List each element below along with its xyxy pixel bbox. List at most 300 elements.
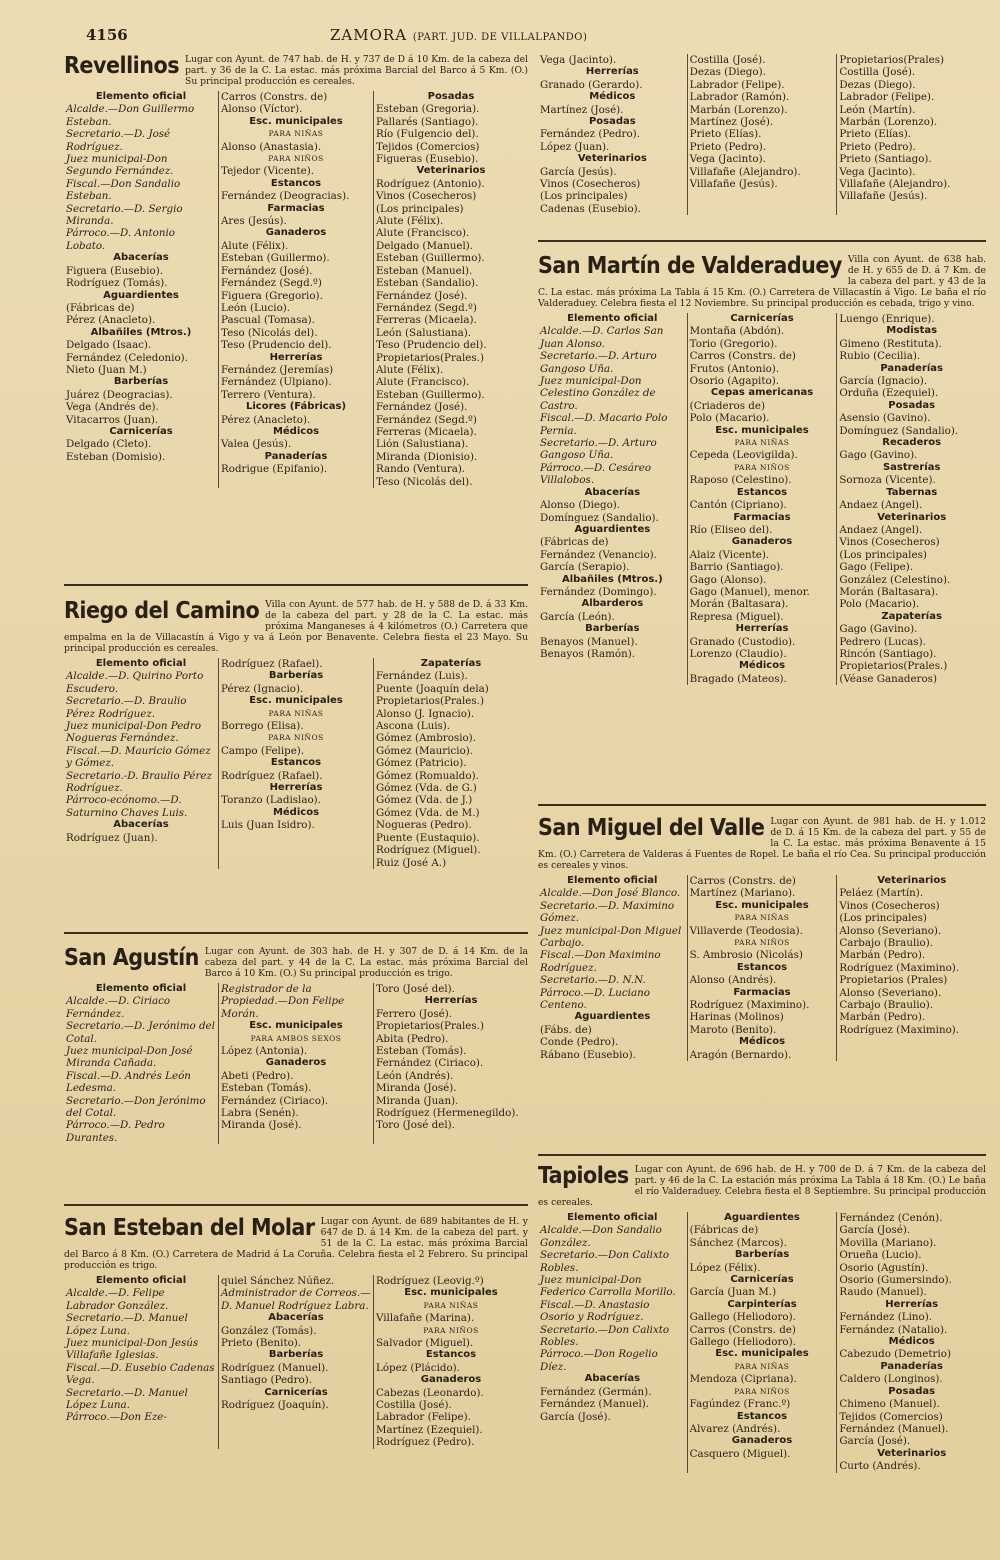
- entry-header: [538, 1164, 986, 1208]
- listing-entry: Martínez (Ezequiel).: [376, 1423, 483, 1436]
- official-entry: Secretario.—D. Sergio Miranda.: [66, 202, 183, 228]
- listing-entry: Fernández (Manuel).: [839, 1422, 949, 1435]
- entry-header: [64, 599, 528, 654]
- listing-entry: Gago (Alonso).: [689, 573, 767, 586]
- listing-entry: Gago (Manuel), menor.: [689, 585, 810, 598]
- listing-entry: Rubio (Cecilia).: [839, 350, 921, 363]
- listing-column: [687, 875, 837, 1061]
- listing-entry: Fagúndez (Franc.º): [689, 1398, 791, 1411]
- sub-heading: PARA NIÑOS: [268, 733, 324, 743]
- official-entry: Secretario.—D. N.N.: [540, 974, 646, 987]
- entry-san-miguel-del-valle: [538, 816, 986, 1151]
- official-entry: Juez municipal-Don Segundo Fernández.: [66, 153, 174, 178]
- place-description: Lugar con Ayunt. de 303 hab. de H. y 307 de D. á 14 Km. de la cabeza del part. y 44 de la C. La estac. más próxima Barcial del Barco á 10 Km. (O.) Su principal producción es trigo.: [204, 946, 528, 979]
- listing-entry: Prieto (Pedro).: [689, 140, 767, 153]
- listing-entry: Carbajo (Braulio).: [839, 937, 934, 950]
- place-name: San Agustín: [64, 946, 199, 971]
- listing-entry: S. Ambrosio (Nicolás): [689, 949, 803, 962]
- section-heading: Elemento oficial: [567, 313, 658, 324]
- listing-entry: Salvador (Miguel).: [376, 1337, 474, 1350]
- listing-entry: Esteban (Guillermo).: [221, 252, 330, 265]
- section-heading: Herrerías: [585, 66, 639, 78]
- listing-entry: Pérez (Anacleto).: [66, 314, 156, 327]
- official-entry: Alcalde.—D. Ciriaco Fernández.: [66, 995, 171, 1020]
- divider: [64, 1204, 528, 1206]
- listing-column: [64, 1275, 218, 1449]
- listing-entry: Vinos (Cosecheros): [839, 899, 940, 912]
- section-heading: Posadas: [588, 116, 636, 128]
- listing-entry: López (Plácido).: [376, 1361, 460, 1374]
- listing-entry: Harinas (Molinos): [689, 1011, 784, 1024]
- listing-entry: Vega (Andrés de).: [66, 401, 159, 414]
- place-name: San Miguel del Valle: [538, 816, 765, 841]
- place-description: Villa con Ayunt. de 638 hab. de H. y 655 de D. á 7 Km. de la cabeza del part. y 43 de la C. La estac. más próxima La Tabla á 15 Km. (O.) Carretera de Villacastín á Vigo. Le baña el río Valderaduey. Celebra fiesta el 12 Noviembre. Su principal producción es cebada, trigo y vino.: [538, 254, 986, 309]
- listing-entry: Dezas (Diego).: [689, 66, 766, 79]
- place-name: Tapioles: [538, 1164, 629, 1189]
- listing-entry: Alonso (Severiano).: [839, 986, 942, 999]
- divider: [538, 1154, 986, 1156]
- listing-entry: Casquero (Miguel).: [689, 1447, 791, 1460]
- listing-entry: Río (Eliseo del).: [689, 523, 773, 536]
- listing-entry: Domínguez (Sandalio).: [540, 511, 659, 524]
- official-entry: Fiscal.—D. Macario Polo Pernia.: [540, 412, 668, 437]
- listing-entry: Propietarios(Prales.): [376, 1020, 484, 1033]
- entry-columns: [64, 1275, 528, 1449]
- listing-entry: Ascona (Luis).: [376, 720, 451, 733]
- listing-entry: Rodríguez (Leovig.º): [376, 1275, 484, 1287]
- listing-entry: Rodríguez (Juan).: [66, 831, 158, 844]
- section-heading: Barberías: [268, 1349, 324, 1361]
- listing-entry: García (José).: [839, 1435, 911, 1448]
- listing-entry: Puente (Eustaquio).: [376, 831, 480, 844]
- listing-entry: Fernández (Deogracias).: [221, 190, 350, 203]
- section-heading: Abacerías: [584, 486, 641, 498]
- sub-heading: PARA NIÑOS: [423, 1325, 479, 1335]
- listing-entry: Martínez (Mariano).: [689, 887, 796, 900]
- listing-entry: Prieto (Benito).: [221, 1337, 302, 1350]
- official-entry: Secretario.—D. Arturo Gangoso Uña.: [540, 437, 657, 462]
- listing-entry: Rodríguez (Miguel).: [376, 844, 481, 857]
- listing-entry: Tejedor (Vicente).: [221, 165, 315, 178]
- listing-entry: Vinos (Cosecheros): [540, 178, 641, 191]
- listing-entry: Sánchez (Marcos).: [689, 1236, 787, 1249]
- listing-entry: Miranda (José).: [221, 1119, 302, 1132]
- listing-entry: Rincón (Santiago).: [839, 647, 937, 660]
- section-heading: Modistas: [886, 325, 938, 337]
- listing-entry: Nogueras (Pedro).: [376, 819, 472, 832]
- section-heading: Albarderos: [581, 598, 644, 610]
- listing-entry: López (Antonia).: [221, 1045, 308, 1058]
- section-heading: Ganaderos: [265, 227, 327, 239]
- listing-entry: Delgado (Isaac).: [66, 339, 152, 352]
- section-heading: Posadas: [888, 399, 936, 411]
- entry-header: [64, 1216, 528, 1271]
- listing-entry: Domínguez (Sandalio).: [839, 424, 959, 437]
- sub-heading: PARA NIÑAS: [734, 913, 790, 923]
- listing-entry: Fernández (Pedro).: [540, 128, 640, 141]
- listing-entry: Esteban (Gregoria).: [376, 103, 480, 116]
- listing-entry: Ares (Jesús).: [221, 215, 287, 228]
- place-description: Lugar con Ayunt. de 696 hab. de H. y 700 de D. á 7 Km. de la cabeza del part. y 46 de la C. La estación más próxima La Tabla á 18 Km. (O.) Le baña el río Valderaduey. Celebra fiesta el 8 Septiembre. Su principal producción es cereales.: [538, 1164, 986, 1208]
- listing-entry: Miranda (José).: [376, 1082, 457, 1095]
- section-heading: Médicos: [589, 91, 636, 103]
- official-entry: Secretario.—D. José Rodríguez.: [66, 128, 171, 153]
- listing-entry: Chimeno (Manuel).: [839, 1398, 940, 1411]
- listing-entry: Fernández (Germán).: [540, 1385, 652, 1398]
- entry-tapioles: [538, 1164, 986, 1554]
- listing-column: [373, 983, 528, 1144]
- listing-entry: Vinos (Cosecheros): [376, 190, 477, 203]
- listing-entry: Fernández (Domingo).: [540, 585, 657, 598]
- listing-entry: (Véase Ganaderos): [839, 672, 937, 685]
- listing-entry: Rodríguez (Tomás).: [66, 277, 168, 290]
- section-heading: Veterinarios: [877, 1447, 947, 1459]
- official-entry: Fiscal.—D. Anastasio Osorio y Rodríguez.: [540, 1298, 650, 1324]
- section-heading: Veterinarios: [416, 165, 486, 177]
- listing-entry: Propietarios(Prales.): [376, 351, 484, 364]
- section-heading: Farmacias: [267, 202, 325, 214]
- official-entry: Párroco.—D. Antonio Lobato.: [66, 227, 175, 252]
- sub-heading: PARA NIÑAS: [268, 708, 324, 718]
- listing-entry: Cabezudo (Demetrio): [839, 1348, 951, 1361]
- listing-column: [836, 313, 986, 685]
- listing-entry: Esteban (Guillermo).: [376, 252, 485, 265]
- district-subtitle: (PART. JUD. DE VILLALPANDO): [412, 32, 588, 43]
- section-heading: Médicos: [272, 806, 320, 818]
- official-entry: Juez municipal-Don Pedro Nogueras Fernández.: [66, 720, 202, 745]
- listing-entry: Miranda (Dionisio).: [376, 450, 478, 463]
- listing-entry: Marbán (Pedro).: [839, 1011, 926, 1024]
- listing-entry: Cadenas (Eusebio).: [540, 202, 641, 215]
- listing-entry: Vega (Jacinto).: [540, 54, 617, 66]
- listing-entry: Rodrigue (Epifanio).: [221, 463, 328, 476]
- listing-entry: Costilla (José).: [689, 54, 766, 66]
- section-heading: Ganaderos: [420, 1374, 482, 1386]
- official-entry: Juez municipal-Don Federico Carrolla Morillo.: [540, 1274, 676, 1299]
- official-entry: Alcalde.—Don Guillermo Esteban.: [66, 103, 195, 128]
- listing-entry: Morán (Baltasara).: [689, 598, 789, 611]
- listing-entry: García (José).: [839, 1224, 911, 1237]
- listing-entry: García (Juan M.): [689, 1286, 777, 1299]
- section-heading: Esc. municipales: [249, 115, 343, 127]
- entry-revellinos: [64, 54, 528, 579]
- section-heading: Barberías: [585, 623, 640, 635]
- listing-entry: García (León).: [540, 610, 615, 623]
- official-entry: Juez municipal-Don Celestino González de Castro.: [540, 375, 656, 412]
- listing-entry: Terrero (Ventura).: [221, 388, 316, 401]
- listing-entry: Rodríguez (Rafael).: [221, 769, 323, 782]
- listing-entry: Teso (Prudencio del).: [221, 339, 332, 352]
- listing-entry: Carros (Constrs. de): [689, 875, 796, 887]
- listing-entry: Raudo (Manuel).: [839, 1286, 927, 1299]
- section-heading: Esc. municipales: [715, 899, 809, 911]
- listing-entry: Caldero (Longinos).: [839, 1373, 943, 1386]
- section-heading: Médicos: [738, 1036, 786, 1048]
- entry-header: [538, 816, 986, 871]
- listing-entry: Andaez (Angel).: [839, 499, 923, 512]
- listing-entry: Morán (Baltasara).: [839, 585, 939, 598]
- listing-entry: Gómez (Vda. de J.): [376, 794, 473, 807]
- listing-entry: Tejidos (Comercios): [839, 1410, 943, 1423]
- listing-entry: Alaiz (Vicente).: [689, 548, 770, 561]
- listing-entry: Marbán (Pedro).: [839, 949, 926, 962]
- entry-continuation: [538, 54, 986, 234]
- listing-entry: Alute (Francisco).: [376, 227, 470, 240]
- listing-entry: Borrego (Elisa).: [221, 720, 304, 733]
- listing-entry: Granado (Gerardo).: [540, 78, 643, 91]
- section-heading: Albañiles (Mtros.): [90, 326, 192, 338]
- official-entry: Párroco.—D. Cesáreo Villalobos.: [540, 461, 652, 487]
- listing-entry: García (José).: [540, 1410, 611, 1423]
- section-heading: Abacerías: [113, 252, 169, 264]
- official-entry: Fiscal.—D. Andrés León Ledesma.: [66, 1069, 191, 1095]
- section-heading: Herrerías: [269, 782, 323, 794]
- listing-entry: Benayos (Manuel).: [540, 635, 638, 648]
- listing-entry: Pallarés (Santiago).: [376, 115, 479, 128]
- listing-entry: Rando (Ventura).: [376, 463, 466, 476]
- listing-entry: Fernández (Ulpiano).: [221, 376, 332, 389]
- listing-entry: Esteban (Domisio).: [66, 450, 166, 463]
- listing-entry: (Los principales): [540, 190, 628, 203]
- listing-entry: Fernández (Ciriaco).: [376, 1057, 484, 1070]
- listing-entry: Abeti (Pedro).: [221, 1069, 294, 1082]
- listing-entry: Bragado (Mateos).: [689, 672, 787, 685]
- listing-entry: Osorio (Agapito).: [689, 375, 779, 388]
- official-entry: Fiscal.—D. Eusebio Cadenas Vega.: [66, 1361, 215, 1387]
- section-heading: Estancos: [270, 177, 322, 189]
- place-description: Villa con Ayunt. de 577 hab. de H. y 588 de D. á 33 Km. de la cabeza del part. y 28 de la C. La estac. más próxima Manganeses á 4 kilómetros (O.) Carretera que empalma en la de Villacastín á Vigo y va á León por Benavente. Celebra fiesta el 23 Mayo. Su principal producción es cereales.: [64, 599, 528, 654]
- right-column: [538, 54, 986, 1554]
- listing-entry: Delgado (Manuel).: [376, 239, 474, 252]
- official-entry: Registrador de la Propiedad.—Don Felipe Morán.: [221, 983, 345, 1020]
- official-entry: Secretario.—Don Calixto Robles.: [540, 1249, 670, 1274]
- listing-column: [836, 54, 986, 215]
- listing-entry: López (Félix).: [689, 1261, 761, 1274]
- listing-entry: Figuera (Eusebio).: [66, 264, 164, 277]
- listing-entry: Rodríguez (Maximino).: [689, 999, 810, 1012]
- listing-entry: Juárez (Deogracias).: [66, 388, 173, 401]
- listing-entry: Orduña (Ezequiel).: [839, 387, 939, 400]
- listing-entry: Toranzo (Ladislao).: [221, 794, 321, 807]
- section-heading: Farmacias: [733, 511, 791, 523]
- listing-entry: Esteban (Sandalio).: [376, 277, 479, 290]
- entry-columns: [64, 658, 528, 869]
- listing-entry: González (Celestino).: [839, 573, 951, 586]
- listing-column: [836, 875, 986, 1061]
- listing-entry: Miranda (Juan).: [376, 1094, 459, 1107]
- listing-entry: Sornoza (Vicente).: [839, 474, 936, 487]
- listing-entry: Fernández (Lino).: [839, 1311, 932, 1324]
- listing-entry: Gallego (Heliodoro).: [689, 1336, 796, 1349]
- section-heading: Elemento oficial: [95, 91, 187, 102]
- sub-heading: PARA NIÑAS: [268, 129, 324, 139]
- listing-entry: Fernández (Segd.º): [376, 301, 477, 314]
- listing-entry: (Fábricas de): [66, 301, 135, 314]
- listing-entry: Alute (Francisco).: [376, 376, 470, 389]
- section-heading: Veterinarios: [877, 875, 947, 886]
- listing-entry: Vega (Jacinto).: [839, 165, 916, 178]
- listing-entry: Esteban (Tomás).: [376, 1045, 467, 1058]
- listing-entry: (Fábs. de): [540, 1023, 592, 1036]
- listing-column: [687, 313, 837, 685]
- listing-entry: Propietarios (Prales): [839, 974, 948, 987]
- listing-column: [218, 91, 373, 488]
- section-heading: Abacerías: [268, 1312, 324, 1324]
- official-entry: Secretario.—D. Jerónimo del Cotal.: [66, 1020, 215, 1045]
- listing-entry: Vinos (Cosecheros): [839, 536, 940, 549]
- section-heading: Licores (Fábricas): [245, 401, 347, 413]
- listing-entry: Labrador (Felipe).: [839, 91, 935, 104]
- section-heading: Veterinarios: [577, 153, 647, 165]
- listing-entry: Toro (José del).: [376, 983, 455, 995]
- listing-entry: Gago (Gavino).: [839, 449, 918, 462]
- listing-entry: Osorio (Agustín).: [839, 1261, 929, 1274]
- official-entry: Fiscal.—D. Mauricio Gómez y Gómez.: [66, 744, 211, 770]
- listing-entry: Rodríguez (Rafael).: [221, 658, 323, 670]
- listing-column: [836, 1212, 986, 1473]
- listing-entry: Teso (Prudencio del).: [376, 339, 487, 352]
- listing-entry: Villafañe (Marina).: [376, 1312, 475, 1325]
- listing-entry: Cabezas (Leonardo).: [376, 1386, 484, 1399]
- listing-entry: García (Ignacio).: [839, 375, 928, 388]
- listing-entry: (Los principales): [839, 548, 927, 561]
- listing-entry: Raposo (Celestino).: [689, 474, 792, 487]
- listing-entry: Alonso (J. Ignacio).: [376, 707, 475, 720]
- sub-heading: PARA NIÑOS: [734, 1386, 790, 1396]
- listing-entry: Figueras (Eusebio).: [376, 153, 479, 166]
- listing-entry: Curto (Andrés).: [839, 1460, 921, 1473]
- listing-entry: Gallego (Heliodoro).: [689, 1311, 796, 1324]
- section-heading: Carpinterías: [727, 1298, 797, 1310]
- section-heading: Veterinarios: [877, 511, 947, 523]
- listing-entry: Villafañe (Alejandro).: [689, 165, 801, 178]
- section-heading: Herrerías: [735, 623, 789, 635]
- listing-entry: Alonso (Severiano).: [839, 924, 942, 937]
- sub-heading: PARA NIÑAS: [734, 1361, 790, 1371]
- section-heading: Aguardientes: [103, 289, 179, 301]
- listing-entry: Martínez (José).: [689, 116, 774, 129]
- page-number: 4156: [86, 26, 128, 44]
- listing-entry: Puente (Joaquín dela): [376, 682, 489, 695]
- official-entry: Secretario.—D. Manuel López Luna.: [66, 1312, 188, 1337]
- listing-entry: López (Juan).: [540, 140, 610, 153]
- divider: [64, 584, 528, 586]
- listing-entry: Marbán (Lorenzo).: [689, 103, 788, 116]
- page-header: [0, 22, 1000, 52]
- listing-entry: Propietarios(Prales): [839, 54, 945, 66]
- listing-entry: Torio (Gregorio).: [689, 337, 778, 350]
- listing-entry: Alonso (Diego).: [540, 499, 621, 512]
- place-name: San Esteban del Molar: [64, 1216, 315, 1241]
- section-heading: Barberías: [113, 376, 169, 388]
- listing-entry: Santiago (Pedro).: [221, 1374, 313, 1387]
- section-heading: Elemento oficial: [95, 1275, 187, 1286]
- official-entry: Secretario.—D. Maximino Gómez.: [540, 899, 675, 925]
- listing-entry: Villaverde (Teodosia).: [689, 924, 803, 937]
- listing-entry: Alvarez (Andrés).: [689, 1422, 781, 1435]
- listing-entry: Aragón (Bernardo).: [689, 1048, 792, 1061]
- section-heading: Carnicerías: [264, 1386, 328, 1398]
- official-entry: Secretario.—D. Braulio Pérez Rodríguez.: [66, 695, 187, 720]
- official-entry: Párroco.—D. Luciano Centeno.: [540, 986, 650, 1012]
- official-entry: Secretario.—D. Arturo Gangoso Uña.: [540, 350, 657, 375]
- official-entry: Alcalde.—D. Quirino Porto Escudero.: [66, 670, 204, 695]
- listing-column: [373, 91, 528, 488]
- listing-entry: Alute (Félix).: [376, 215, 444, 228]
- listing-entry: Rodríguez (Maximino).: [839, 961, 960, 974]
- left-column: [64, 54, 528, 1554]
- listing-entry: Cantón (Cipriano).: [689, 499, 787, 512]
- listing-entry: García (Serapio).: [540, 561, 630, 574]
- listing-column: [373, 658, 528, 869]
- listing-entry: Toro (José del).: [376, 1119, 455, 1132]
- official-entry: Fiscal.—Don Sandalio Esteban.: [66, 177, 181, 203]
- listing-entry: Gómez (Vda. de G.): [376, 782, 477, 795]
- section-heading: Esc. municipales: [715, 1348, 809, 1360]
- listing-entry: Lorenzo (Claudio).: [689, 647, 787, 660]
- listing-entry: Luengo (Enrique).: [839, 313, 935, 325]
- listing-entry: Carros (Constrs. de): [689, 350, 796, 363]
- listing-entry: Valea (Jesús).: [221, 438, 292, 451]
- listing-entry: Fernández (Segd.º): [376, 413, 477, 426]
- section-heading: Aguardientes: [574, 523, 651, 535]
- listing-entry: Labrador (Felipe).: [376, 1411, 471, 1424]
- listing-entry: Lión (Salustiana).: [376, 438, 469, 451]
- listing-entry: García (Jesús).: [540, 165, 617, 178]
- listing-entry: Rodríguez (Hermenegildo).: [376, 1107, 519, 1120]
- section-heading: Estancos: [425, 1349, 477, 1361]
- listing-entry: Rábano (Eusebio).: [540, 1048, 636, 1061]
- section-heading: Sastrerías: [882, 461, 941, 473]
- official-entry: Alcalde.—D. Felipe Labrador González.: [66, 1287, 169, 1312]
- listing-entry: Frutos (Antonio).: [689, 362, 780, 375]
- entry-san-agustin: [64, 946, 528, 1201]
- listing-entry: (Fábricas de): [689, 1224, 759, 1237]
- entry-columns: [538, 313, 986, 685]
- listing-entry: Propietarios(Prales.): [376, 695, 484, 708]
- section-heading: Zapaterías: [881, 610, 942, 622]
- listing-entry: Fernández (Segd.º): [221, 277, 322, 290]
- listing-entry: Rodríguez (Maximino).: [839, 1023, 960, 1036]
- entry-columns: [64, 983, 528, 1144]
- entry-columns: [538, 1212, 986, 1473]
- listing-entry: Costilla (José).: [376, 1399, 452, 1412]
- official-entry: Juez municipal-Don José Miranda Cañada.: [66, 1045, 193, 1070]
- listing-entry: Cepeda (Leovigilda).: [689, 449, 798, 462]
- section-heading: Panaderías: [880, 1360, 944, 1372]
- listing-column: [64, 658, 218, 869]
- listing-entry: Ferrero (José).: [376, 1007, 453, 1020]
- listing-entry: Teso (Nicolás del).: [376, 475, 473, 488]
- official-entry: Fiscal.—Don Maximino Rodríguez.: [540, 949, 661, 974]
- official-entry: Secretario.—Don Calixto Robles.: [540, 1323, 670, 1349]
- listing-column: [64, 91, 218, 488]
- sub-heading: PARA NIÑOS: [268, 154, 324, 164]
- listing-entry: León (Andrés).: [376, 1069, 454, 1082]
- entry-riego-del-camino: [64, 599, 528, 929]
- official-entry: Párroco-ecónomo.—D. Saturnino Chaves Luis.: [66, 794, 188, 819]
- listing-entry: (Los principales): [839, 912, 927, 925]
- listing-column: [538, 54, 687, 215]
- listing-entry: Rodríguez (Manuel).: [221, 1361, 329, 1374]
- listing-entry: Represa (Miguel).: [689, 610, 784, 623]
- listing-entry: Prieto (Elías).: [689, 128, 762, 141]
- divider: [538, 240, 986, 242]
- listing-entry: Carros (Constrs. de): [689, 1323, 796, 1336]
- section-heading: Elemento oficial: [567, 1212, 658, 1223]
- official-entry: Secretario.-D. Braulio Pérez Rodríguez.: [66, 769, 212, 795]
- section-heading: Aguardientes: [574, 1011, 651, 1023]
